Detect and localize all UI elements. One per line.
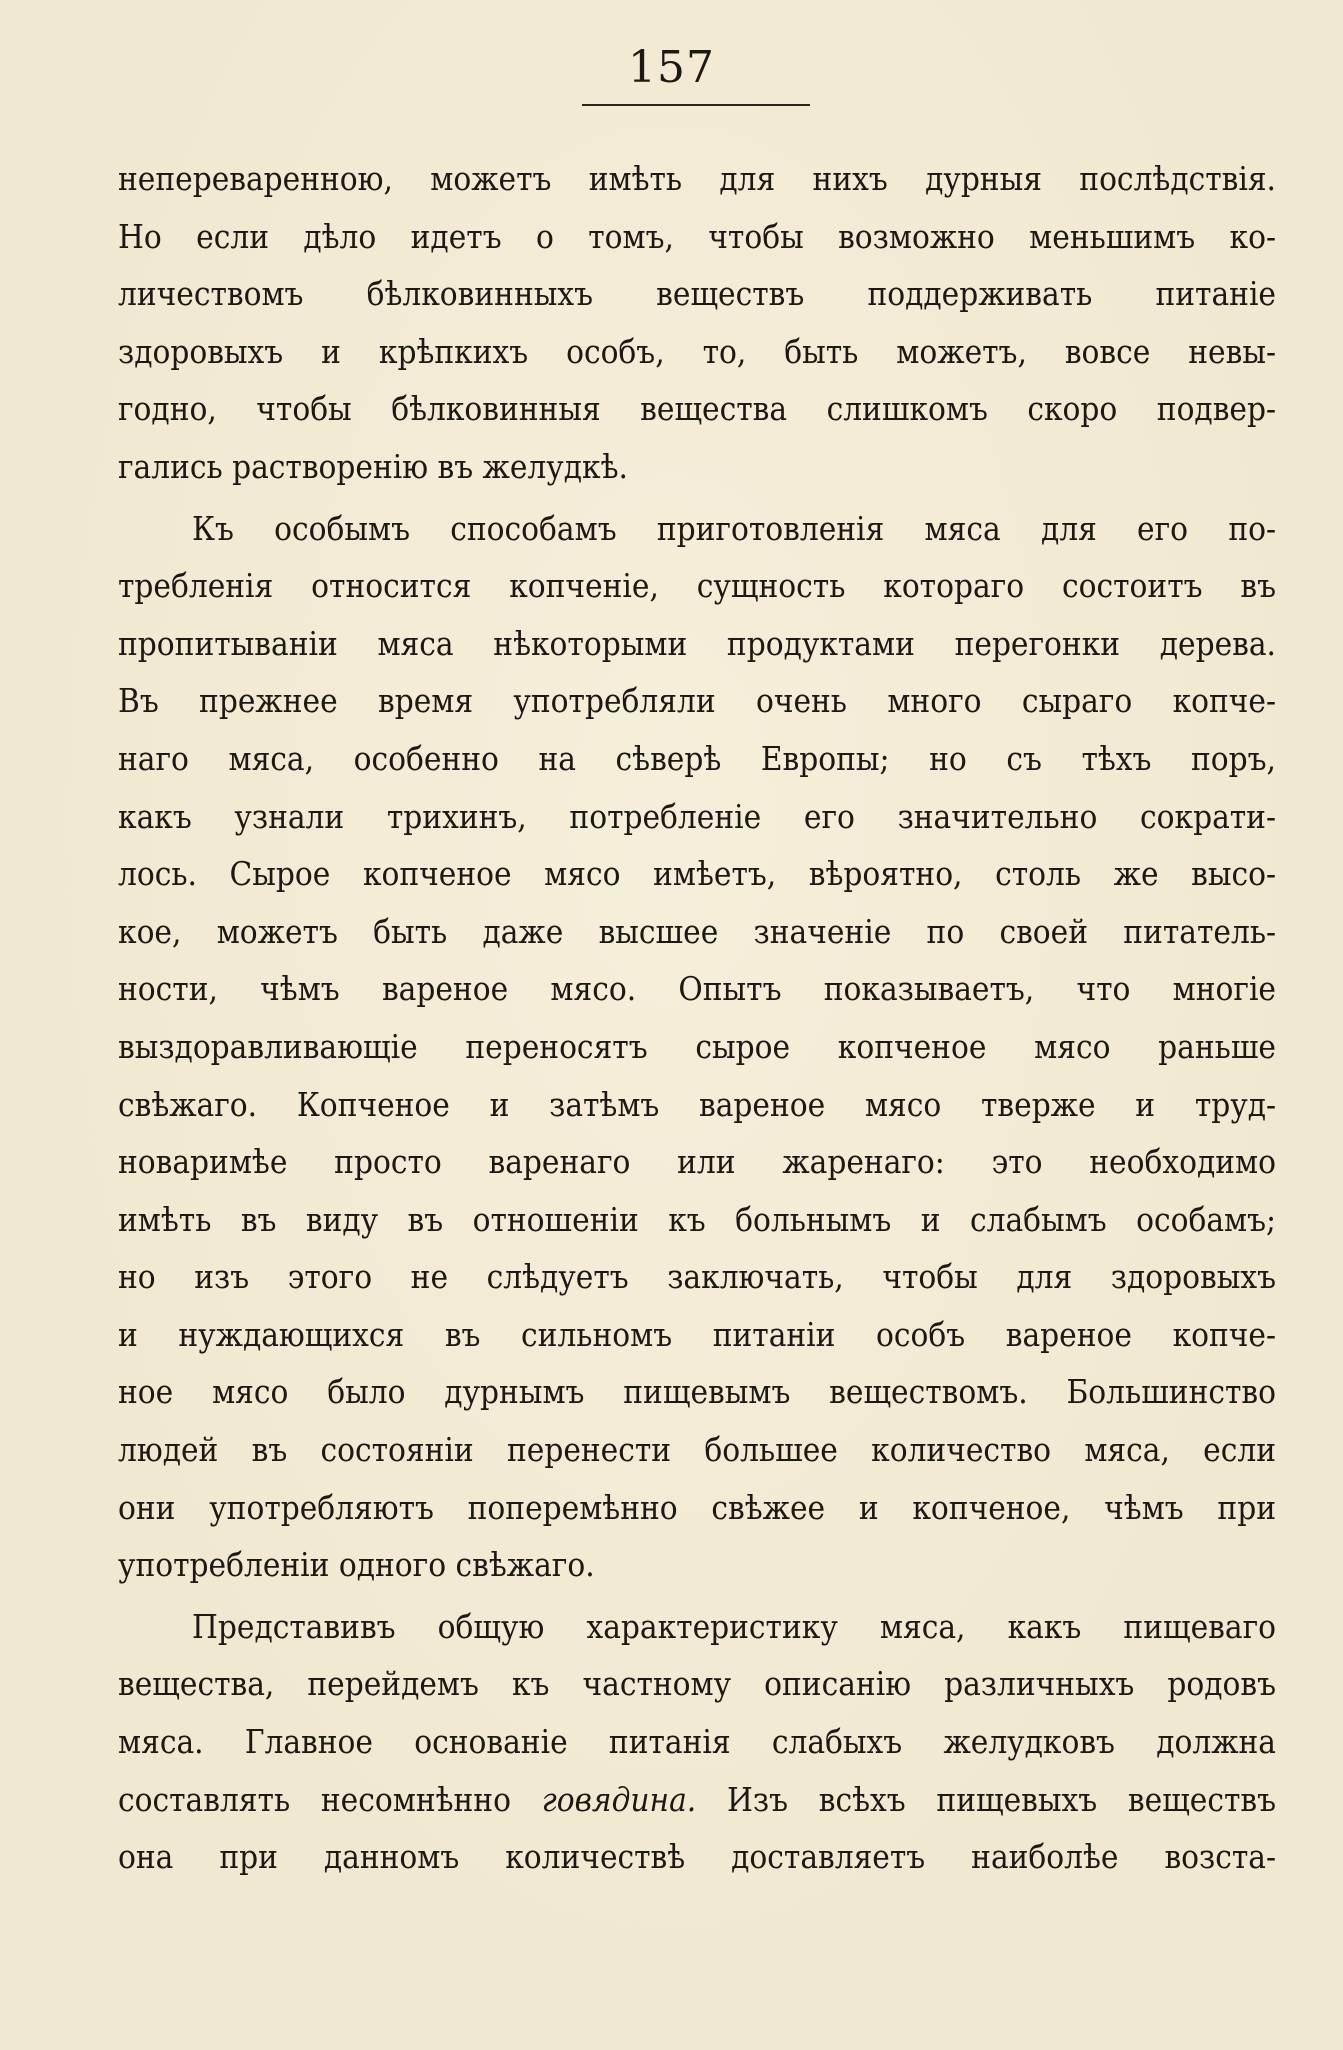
text-line: новаримѣе просто варенаго или жаренаго: это необходимо: [118, 1142, 1276, 1182]
text-line: употребленіи одного свѣжаго.: [118, 1545, 595, 1585]
text-segment: Изъ всѣхъ пищевыхъ веществъ: [696, 1779, 1277, 1819]
text-line: и нуждающихся въ сильномъ питаніи особъ вареное копче-: [118, 1314, 1276, 1354]
text-line: мяса. Главное основаніе питанія слабыхъ желудковъ должна: [118, 1722, 1276, 1762]
text-body: [118, 150, 1276, 1886]
text-line: непереваренною, можетъ имѣть для нихъ дурныя послѣдствія.: [118, 159, 1276, 198]
text-line: выздоравливающіе переносятъ сырое копченое мясо раньше: [118, 1026, 1276, 1066]
text-line: Но если дѣло идетъ о томъ, чтобы возможно меньшимъ ко-: [118, 216, 1276, 256]
text-line: она при данномъ количествѣ доставляетъ наиболѣе возста-: [118, 1837, 1276, 1877]
text-line: Къ особымъ способамъ приготовленія мяса для его по-: [192, 508, 1276, 548]
text-line: людей въ состояніи перенести большее количество мяса, если: [118, 1430, 1276, 1470]
text-line: здоровыхъ и крѣпкихъ особъ, то, быть можетъ, вовсе невы-: [118, 331, 1276, 371]
text-segment: составлять несомнѣнно: [118, 1779, 542, 1819]
text-line: свѣжаго. Копченое и затѣмъ вареное мясо тверже и труд-: [118, 1084, 1276, 1124]
text-line: наго мяса, особенно на сѣверѣ Европы; но съ тѣхъ поръ,: [118, 738, 1276, 778]
text-line: ное мясо было дурнымъ пищевымъ веществомъ. Большинство: [118, 1372, 1276, 1412]
text-line: какъ узнали трихинъ, потребленіе его значительно сократи-: [118, 796, 1276, 836]
text-line: пропитываніи мяса нѣкоторыми продуктами перегонки дерева.: [118, 623, 1276, 663]
text-line: личествомъ бѣлковинныхъ веществъ поддерживать питаніе: [118, 274, 1276, 314]
header-rule: [582, 104, 810, 106]
text-line: но изъ этого не слѣдуетъ заключать, чтобы для здоровыхъ: [118, 1257, 1276, 1297]
text-line: Представивъ общую характеристику мяса, какъ пищеваго: [192, 1606, 1276, 1646]
text-line: Въ прежнее время употребляли очень много сыраго копче-: [118, 681, 1276, 721]
text-line: кое, можетъ быть даже высшее значеніе по своей питатель-: [118, 911, 1276, 951]
text-line: гались растворенію въ желудкѣ.: [118, 446, 628, 486]
text-line: годно, чтобы бѣлковинныя вещества слишкомъ скоро подвер-: [118, 389, 1276, 429]
text-line: ности, чѣмъ вареное мясо. Опытъ показываетъ, что многіе: [118, 969, 1276, 1009]
text-line: они употребляютъ поперемѣнно свѣжее и копченое, чѣмъ при: [118, 1487, 1276, 1527]
text-line: вещества, перейдемъ къ частному описанію различныхъ родовъ: [118, 1664, 1276, 1704]
italic-term: говядина.: [541, 1779, 697, 1819]
page-number: 157: [628, 42, 715, 93]
text-line: [118, 1771, 1276, 1829]
text-line: лось. Сырое копченое мясо имѣетъ, вѣроятно, столь же высо-: [118, 854, 1276, 894]
text-line: требленія относится копченіе, сущность котораго состоитъ въ: [118, 566, 1276, 606]
text-line: имѣть въ виду въ отношеніи къ больнымъ и слабымъ особамъ;: [118, 1199, 1276, 1239]
